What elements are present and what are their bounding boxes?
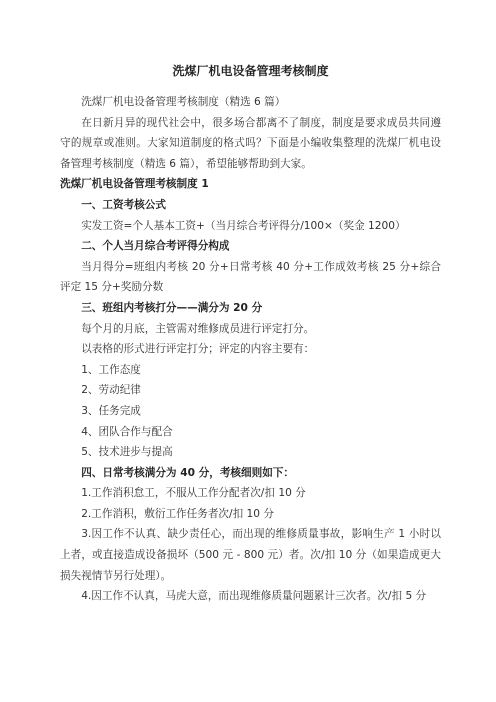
heading-score-composition: 二、个人当月综合考评得分构成 <box>81 240 230 253</box>
team-item: 2、劳动纪律 <box>81 384 141 397</box>
score-composition-text: 当月得分=班组内考核 20 分+日常考核 40 分+工作成效考核 25 分+综合评定 15 分+奖励分数 <box>60 260 441 294</box>
heading-salary-formula: 一、工资考核公式 <box>81 198 166 211</box>
team-assessment-text-1: 每个月的月底，主管需对维修成员进行评定打分。 <box>81 322 315 335</box>
daily-item: 1.工作消积怠工，不服从工作分配者次/扣 10 分 <box>81 487 306 500</box>
salary-formula-text: 实发工资=个人基本工资+（当月综合考评得分/100×（奖金 1200） <box>81 219 406 232</box>
daily-item: 2.工作消积，敷衍工作任务者次/扣 10 分 <box>81 507 274 520</box>
team-item: 4、团队合作与配合 <box>81 425 173 438</box>
daily-item: 3.因工作不认真、缺少责任心，而出现的维修质量事故，影响生产 1 小时以上者，或直接造成设备损坏（500 元 - 800 元）者。次/扣 10 分（如果造成更大损失视情节另行处理）。 <box>60 528 441 582</box>
heading-daily-assessment: 四、日常考核满分为 40 分，考核细则如下： <box>81 466 294 479</box>
team-assessment-text-2: 以表格的形式进行评定打分；评定的内容主要有： <box>81 343 315 356</box>
team-item: 5、技术进步与提高 <box>81 446 173 459</box>
document-title: 洗煤厂机电设备管理考核制度 <box>172 64 329 78</box>
team-item: 1、工作态度 <box>81 363 141 376</box>
section-heading-1: 洗煤厂机电设备管理考核制度 1 <box>60 178 209 191</box>
intro-title-line: 洗煤厂机电设备管理考核制度（精选 6 篇） <box>81 96 286 108</box>
intro-paragraph: 在日新月异的现代社会中，很多场合都离不了制度，制度是要求成员共同遵守的规章或准则。大家知道制度的格式吗？下面是小编收集整理的洗煤厂机电设备管理考核制度（精选 6 篇），希望能够帮助到大家。 <box>60 116 441 170</box>
heading-team-assessment: 三、班组内考核打分——满分为 20 分 <box>81 301 263 314</box>
daily-item: 4.因工作不认真，马虎大意，而出现维修质量问题累计三次者。次/扣 5 分 <box>81 590 427 603</box>
team-item: 3、任务完成 <box>81 404 141 417</box>
